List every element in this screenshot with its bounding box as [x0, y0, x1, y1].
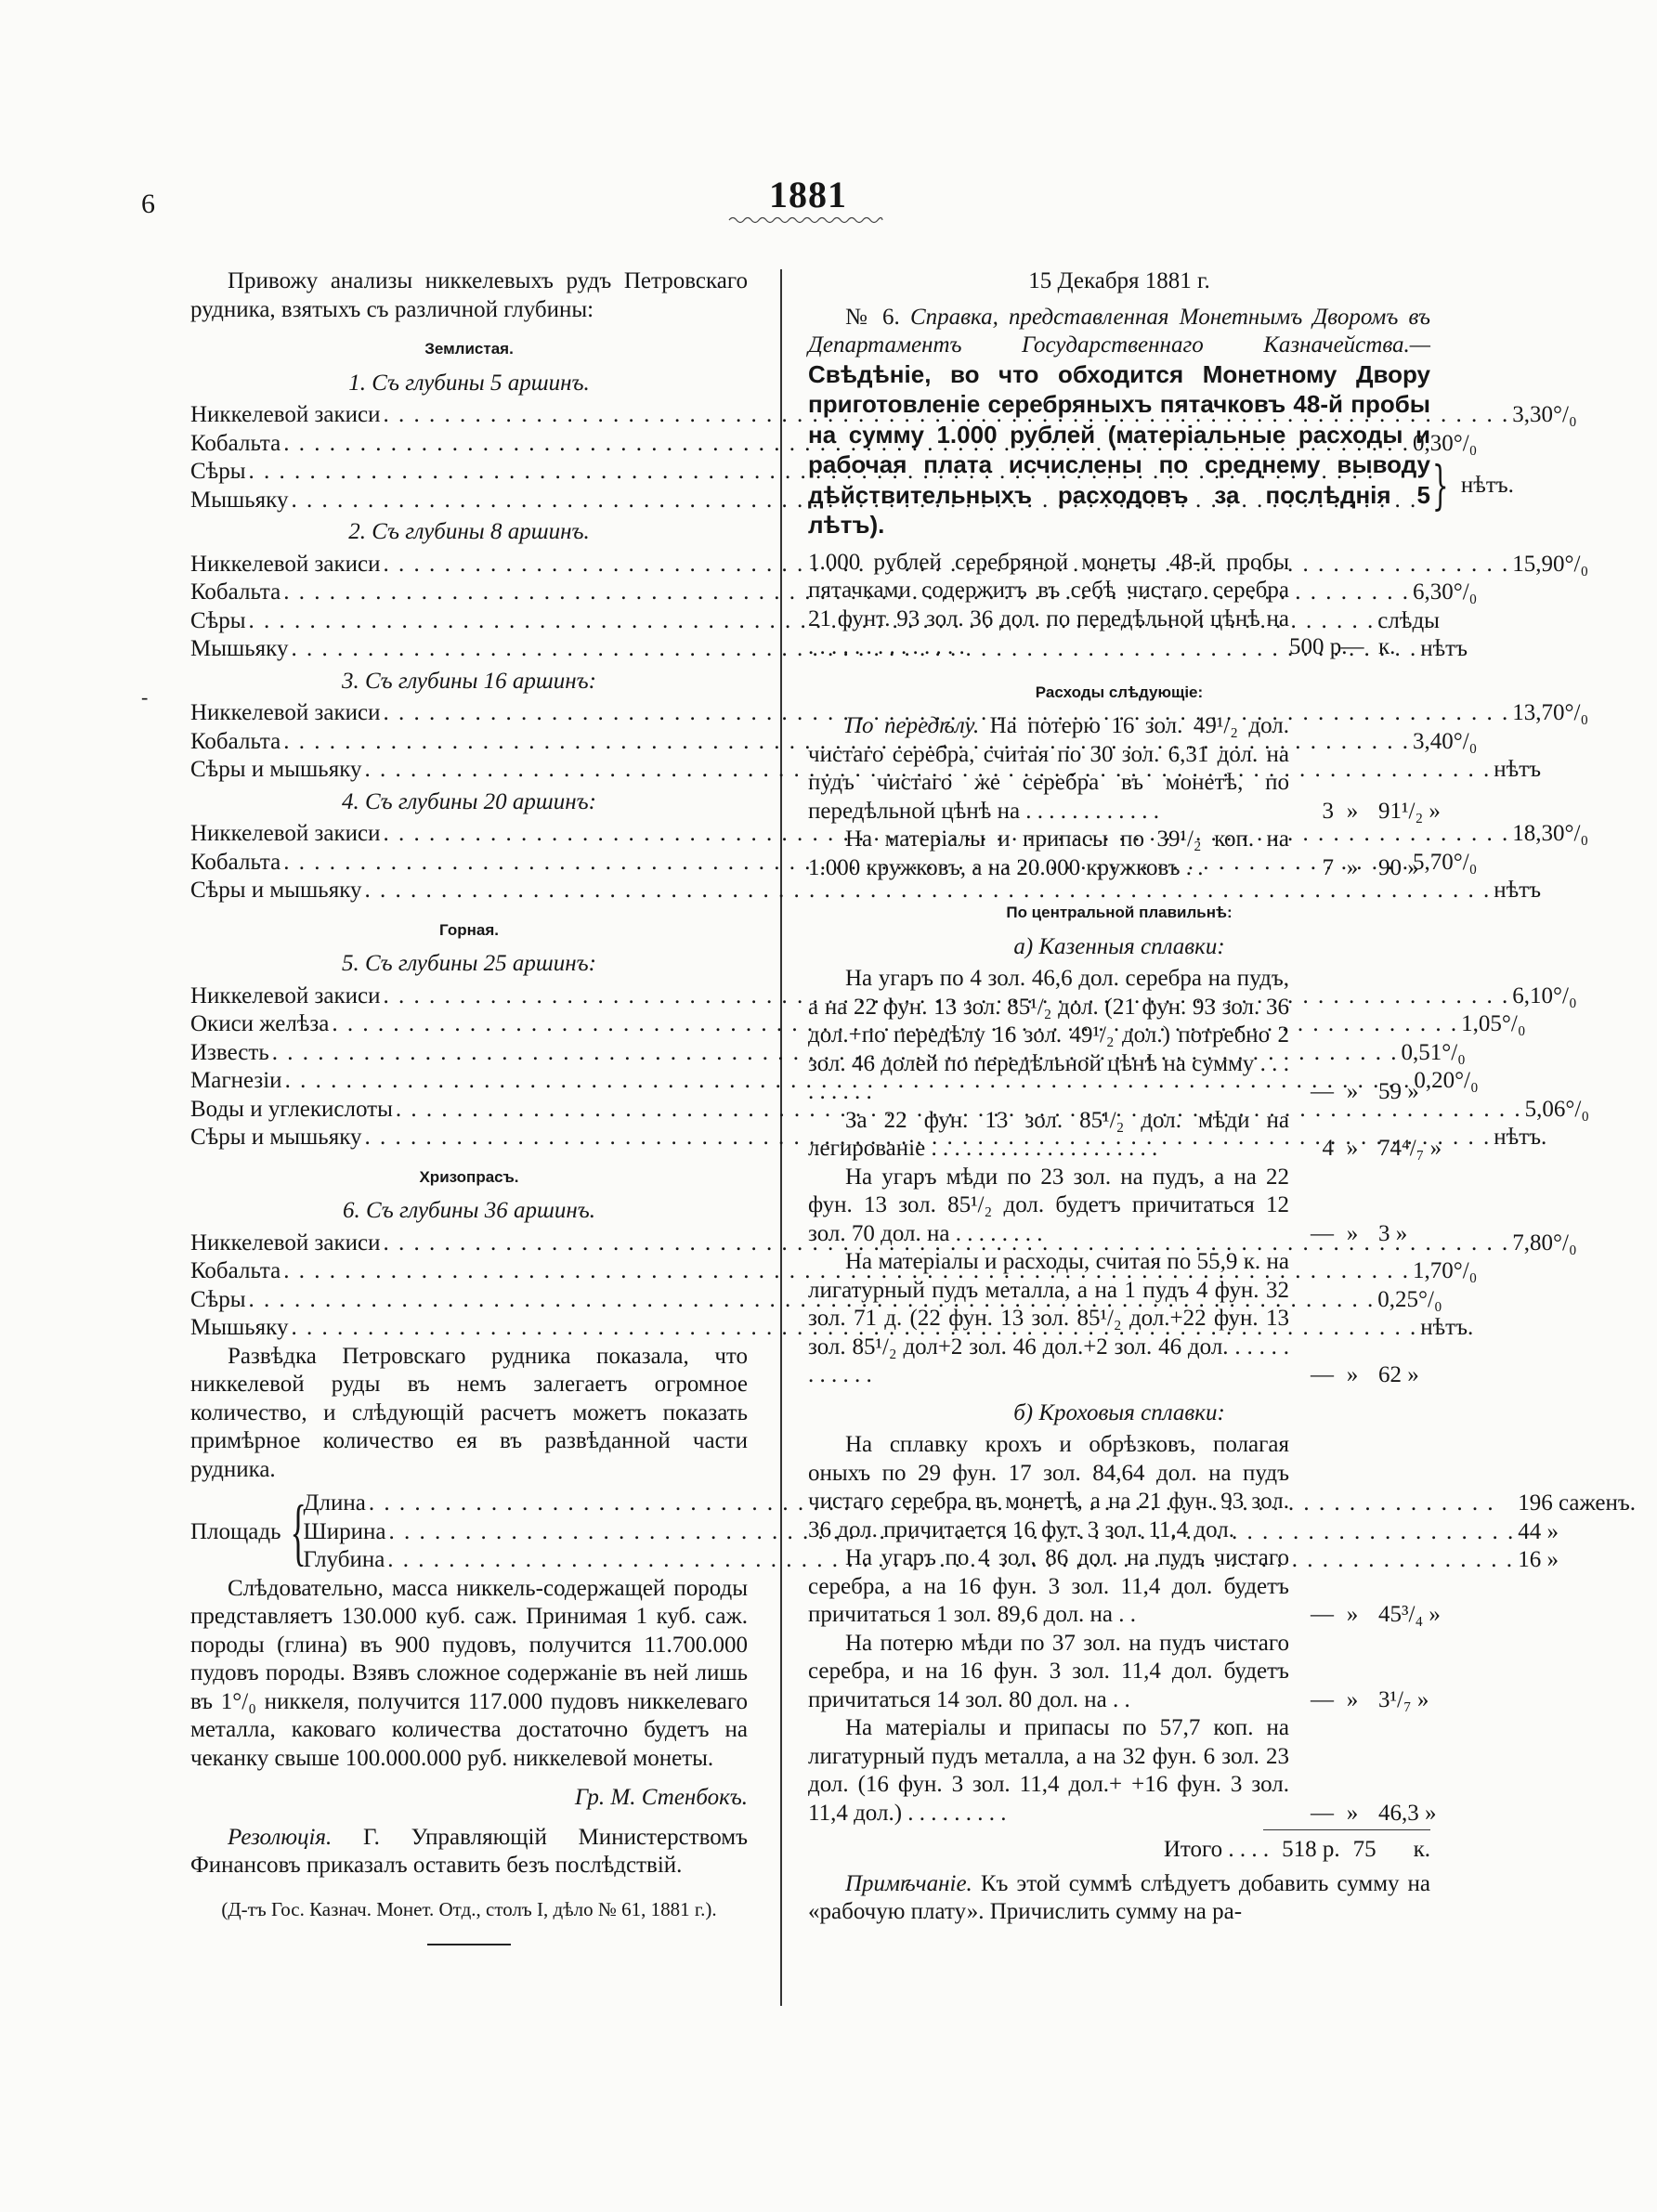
analyses-intro: Привожу анализы никкелевыхъ рудъ Петровскаго рудника, взятыхъ съ различной глубины: — [190, 268, 748, 322]
subsection-title: а) Казенныя сплавки: — [1013, 933, 1225, 959]
document-title: № 6. Справка, представленная Монетнымъ Дворомъ въ Департаментъ Государственнаго Казначейства.— Свѣдѣніе, во что обходится Монетному Двору приготовленіе серебряныхъ пятачковъ 48-й пробы на сумму 1.000 рублей (матеріальные расходы и рабочая плата исчислены по среднему выводу дѣйствительныхъ расходовъ за послѣднія 5 лѣтъ). — [808, 304, 1431, 539]
signature: Гр. М. Стенбокъ. — [574, 1785, 748, 1810]
analysis-row: Воды и углекислоты . . . 5,06°/₀ — [190, 1096, 748, 1125]
sample-title: 2. Съ глубины 8 аршинъ. — [348, 519, 590, 544]
analysis-row: Никкелевой закиси . . . 15,90°/₀ — [190, 551, 748, 579]
money-row: На матеріалы и расходы, считая по 55,9 к. на лигатурный пудъ металла, а на 1 пудъ 4 фун. 32 зол. 71 д. (22 фун. 13 зол. 85¹/₂ дол.+22 фун. 13 зол. 85¹/₂ дол+2 зол. 46 дол.+2 зол. 46 дол. . . . . . . . . . . . — » 62 » — [808, 1249, 1419, 1387]
analysis-row: Кобальта . . . 1,70°/₀ — [190, 1257, 748, 1286]
analysis-row: Никкелевой закиси . . . 18,30°/₀ — [190, 820, 748, 849]
money-row: 1.000 рублей серебряной монеты 48-й пробы пятачками содержитъ въ себѣ чистаго серебра 21 фунт. 93 зол. 36 дол. по передѣльной цѣнѣ на . . . . . . . . . . . . . . 500 р. — к. — [808, 549, 1396, 659]
section-heading: Горная. — [439, 920, 499, 939]
analysis-row: Известь . . . 0,51°/₀ — [190, 1039, 748, 1068]
analysis-row: Кобальта . . . 3,40°/₀ — [190, 728, 748, 757]
analysis-row: Сѣры . . . 0,25°/₀ — [190, 1286, 748, 1315]
total-unit: к. — [1413, 1837, 1430, 1862]
conclusion-paragraph: Слѣдовательно, масса никкель-содержащей породы представляетъ 130.000 куб. саж. Принимая 1 куб. саж. породы (глина) въ 900 пудовъ, получится 11.700.000 пудовъ породы. Взявъ сложное содержаніе въ ней лишь въ 1°/₀ никкеля, получится 117.000 пудовъ никкелеваго металла, каковаго количества достаточно будетъ на чеканку свыше 100.000.000 руб. никкелевой монеты. — [190, 1575, 748, 1771]
analysis-row: Магнезіи . . . 0,20°/₀ — [190, 1067, 748, 1096]
brace-group — [190, 455, 1514, 516]
sample-title: 4. Съ глубины 20 аршинъ: — [342, 788, 596, 814]
end-rule — [427, 1944, 511, 1945]
analysis-row: Мышьяку . . . нѣтъ. — [190, 1314, 748, 1343]
sample-title: 1. Съ глубины 5 аршинъ. — [348, 370, 590, 396]
header-ornament — [729, 215, 882, 225]
money-row: На угаръ по 4 зол. 86 дол. на пудъ чистаго серебра, а на 16 фун. 3 зол. 11,4 дол. будетъ причитаться 1 зол. 89,6 дол. на . . — » 45³/₄ » — [808, 1545, 1441, 1627]
money-row: За 22 фун. 13 зол. 85¹/₂ дол. мѣди на легированіе . . . . . . . . . . . . . . . . . . . . 4 » 74⁴/₇ » — [808, 1107, 1442, 1161]
margin-mark: - — [141, 685, 149, 709]
area-row: Ширина . . . 44 » — [304, 1518, 1657, 1547]
analysis-row: Сѣры . . . — [190, 458, 1420, 487]
analysis-row: Сѣры . . . слѣды — [190, 607, 748, 636]
section-heading: Расходы слѣдующіе: — [1035, 683, 1204, 701]
total-kopecks: 75 — [1352, 1837, 1376, 1862]
sum-rule — [1263, 1829, 1430, 1830]
sample-title: 6. Съ глубины 36 аршинъ. — [343, 1198, 595, 1223]
analysis-row: Никкелевой закиси . . . 3,30°/₀ — [190, 401, 748, 430]
page-header-year: 1881 — [769, 174, 847, 215]
total-label: Итого . . . . — [1163, 1837, 1270, 1862]
exploration-paragraph: Развѣдка Петровскаго рудника показала, что никкелевой руды въ немъ залегаетъ огромное количество, и слѣдующій расчетъ можетъ показать примѣрное количество ея въ развѣданной части рудника. — [190, 1343, 748, 1482]
analysis-row: Сѣры и мышьяку . . . нѣтъ — [190, 877, 748, 905]
analysis-row: Сѣры и мышьяку . . . нѣтъ — [190, 756, 748, 785]
area-row: Глубина . . . 16 » — [304, 1546, 1657, 1575]
money-row: На угаръ по 4 зол. 46,6 дол. серебра на пудъ, а на 22 фун. 13 зол. 85¹/₂ дол. (21 фун. 93 зол. 36 дол.+по передѣлу 16 зол. 49¹/₂ дол.) потребно 2 зол. 46 долей по передѣльной цѣнѣ на сумму . . . . . . . . . — » 59 » — [808, 966, 1419, 1104]
document-date: 15 Декабря 1881 г. — [1028, 268, 1210, 293]
money-row: На матеріалы и припасы по 57,7 коп. на лигатурный пудъ металла, а на 32 фун. 6 зол. 23 дол. (16 фун. 3 зол. 11,4 дол.+ +16 фун. 3 зол. 11,4 дол.) . . . . . . . . . — » 46,3 » — [808, 1715, 1437, 1826]
section-heading: Хризопрасъ. — [419, 1167, 519, 1186]
analysis-row: Окиси желѣза . . . 1,05°/₀ — [190, 1010, 748, 1039]
archive-reference: (Д-тъ Гос. Казнач. Монет. Отд., столъ I, дѣло № 61, 1881 г.). — [221, 1897, 717, 1920]
sample-title: 5. Съ глубины 25 аршинъ: — [342, 951, 596, 976]
area-table — [190, 1490, 1637, 1575]
sample-title: 3. Съ глубины 16 аршинъ: — [342, 668, 596, 694]
money-row: По передѣлу. На потерю 16 зол. 49¹/₂ дол. чистаго серебра, считая по 30 зол. 6,31 дол. на пудъ чистаго же серебра въ монетѣ, по передѣльной цѣнѣ на . . . . . . . . . . . . 3 » 91¹/₂ » — [808, 713, 1441, 824]
total-row — [808, 1836, 1430, 1865]
right-brace: } — [1432, 455, 1449, 516]
brace-value: нѣтъ. — [1460, 473, 1514, 499]
money-row: На матеріалы и припасы по 39¹/₂ коп. на 1.000 кружковъ, а на 20.000 кружковъ . . 7 » 90 » — [808, 826, 1419, 880]
page-number: 6 — [141, 189, 155, 219]
note-paragraph: Примѣчаніе. Къ этой суммѣ слѣдуетъ добавить сумму на «рабочую плату». Причислить сумму на ра- — [808, 1870, 1431, 1924]
money-row: На сплавку крохъ и обрѣзковъ, полагая оныхъ по 29 фун. 17 зол. 84,64 дол. на пудъ чистаго серебра въ монетѣ, а на 21 фун. 93 зол. 36 дол. причитается 16 фут. 3 зол. 11,4 дол. — [808, 1432, 1289, 1542]
area-label: Площадь — [190, 1518, 281, 1544]
money-row: На угаръ мѣди по 23 зол. на пудъ, а на 22 фун. 13 зол. 85¹/₂ дол. будетъ причитаться 12 зол. 70 дол. на . . . . . . . . — » 3 » — [808, 1164, 1408, 1246]
total-rubles: 518 р. — [1282, 1837, 1340, 1862]
area-row: Длина . . . 196 саженъ. — [304, 1490, 1657, 1518]
analysis-row: Никкелевой закиси . . . 7,80°/₀ — [190, 1230, 748, 1258]
analysis-row: Кобальта . . . 6,30°/₀ — [190, 579, 748, 607]
resolution-paragraph: Резолюція. Г. Управляющій Министерствомъ Финансовъ приказалъ оставить безъ послѣдствій. — [190, 1824, 748, 1878]
analysis-row: Кобальта . . . 0,30°/₀ — [190, 430, 748, 459]
analysis-row: Мышьяку . . . — [190, 487, 1420, 515]
analysis-row: Мышьяку . . . нѣтъ — [190, 635, 748, 664]
analysis-row: Сѣры и мышьяку . . . нѣтъ. — [190, 1124, 748, 1152]
analysis-row: Никкелевой закиси . . . 6,10°/₀ — [190, 982, 748, 1011]
left-brace: { — [290, 1490, 307, 1573]
section-heading: По центральной плавильнѣ: — [1006, 904, 1233, 921]
section-heading: Землистая. — [424, 340, 514, 358]
money-row: На потерю мѣди по 37 зол. на пудъ чистаго серебра, и на 16 фун. 3 зол. 11,4 дол. будетъ причитаться 14 зол. 80 дол. на . . — » 3¹/₇ » — [808, 1630, 1429, 1712]
analysis-row: Никкелевой закиси . . . 13,70°/₀ — [190, 699, 748, 728]
analysis-row: Кобальта . . . 5,70°/₀ — [190, 849, 748, 878]
subsection-title: б) Кроховыя сплавки: — [1013, 1399, 1225, 1425]
